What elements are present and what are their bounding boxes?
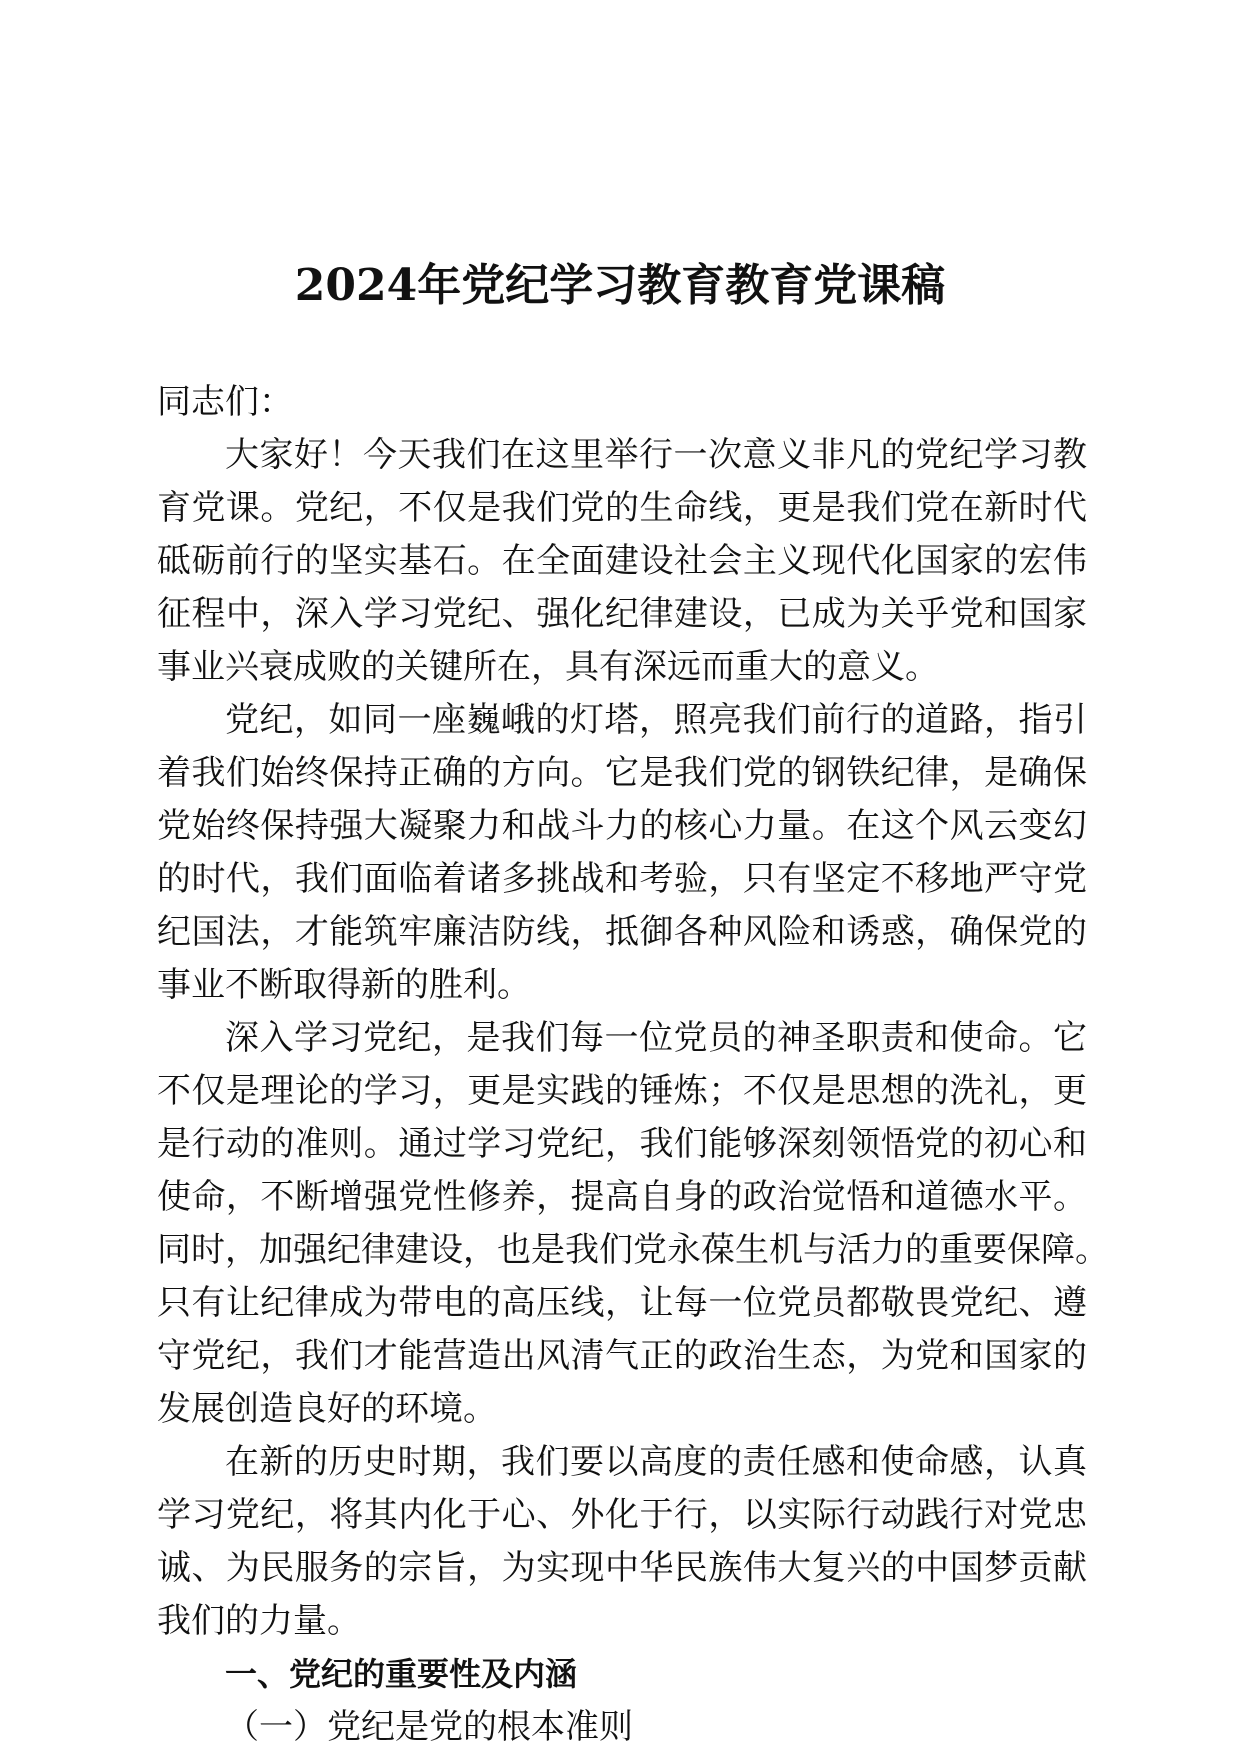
section-heading: 一、党纪的重要性及内涵 (225, 1655, 578, 1693)
paragraph-line: 使命，不断增强党性修养，提高自身的政治觉悟和道德水平。 (157, 1177, 1087, 1217)
paragraph-line: 我们的力量。 (157, 1601, 361, 1641)
paragraph-line: 党始终保持强大凝聚力和战斗力的核心力量。在这个风云变幻 (157, 806, 1087, 846)
salutation: 同志们： (157, 382, 293, 422)
paragraph-line: 事业兴衰成败的关键所在，具有深远而重大的意义。 (157, 647, 939, 687)
paragraph-line: 诚、为民服务的宗旨，为实现中华民族伟大复兴的中国梦贡献 (157, 1548, 1087, 1588)
subsection-heading: （一）党纪是党的根本准则 (225, 1707, 633, 1747)
paragraph-line: 纪国法，才能筑牢廉洁防线，抵御各种风险和诱惑，确保党的 (157, 912, 1087, 952)
paragraph-line: 在新的历史时期，我们要以高度的责任感和使命感，认真 (225, 1442, 1087, 1482)
paragraph-line: 事业不断取得新的胜利。 (157, 965, 531, 1005)
paragraph-line: 守党纪，我们才能营造出风清气正的政治生态，为党和国家的 (157, 1336, 1087, 1376)
paragraph-line: 不仅是理论的学习，更是实践的锤炼；不仅是思想的洗礼，更 (157, 1071, 1087, 1111)
paragraph (157, 1436, 1087, 1648)
paragraph-line: 育党课。党纪，不仅是我们党的生命线，更是我们党在新时代 (157, 488, 1087, 528)
paragraph (157, 1012, 1109, 1436)
paragraph-line: 着我们始终保持正确的方向。它是我们党的钢铁纪律，是确保 (157, 753, 1087, 793)
paragraph-line: 深入学习党纪，是我们每一位党员的神圣职责和使命。它 (225, 1018, 1087, 1058)
paragraph-line: 大家好！今天我们在这里举行一次意义非凡的党纪学习教 (225, 435, 1087, 475)
paragraph (157, 694, 1087, 1012)
paragraph (157, 429, 1087, 694)
document-body (157, 376, 1109, 1754)
paragraph-line: 是行动的准则。通过学习党纪，我们能够深刻领悟党的初心和 (157, 1124, 1087, 1164)
document-title: 2024年党纪学习教育教育党课稿 (294, 260, 946, 311)
paragraph-line: 征程中，深入学习党纪、强化纪律建设，已成为关乎党和国家 (157, 594, 1087, 634)
paragraph-line: 的时代，我们面临着诸多挑战和考验，只有坚定不移地严守党 (157, 859, 1087, 899)
paragraph-line: 发展创造良好的环境。 (157, 1389, 497, 1429)
paragraph-line: 只有让纪律成为带电的高压线，让每一位党员都敬畏党纪、遵 (157, 1283, 1087, 1323)
paragraph-line: 同时，加强纪律建设，也是我们党永葆生机与活力的重要保障。 (157, 1230, 1109, 1270)
paragraph-line: 砥砺前行的坚实基石。在全面建设社会主义现代化国家的宏伟 (157, 541, 1087, 581)
paragraph-line: 学习党纪，将其内化于心、外化于行，以实际行动践行对党忠 (157, 1495, 1087, 1535)
paragraph-line: 党纪，如同一座巍峨的灯塔，照亮我们前行的道路，指引 (225, 700, 1087, 740)
